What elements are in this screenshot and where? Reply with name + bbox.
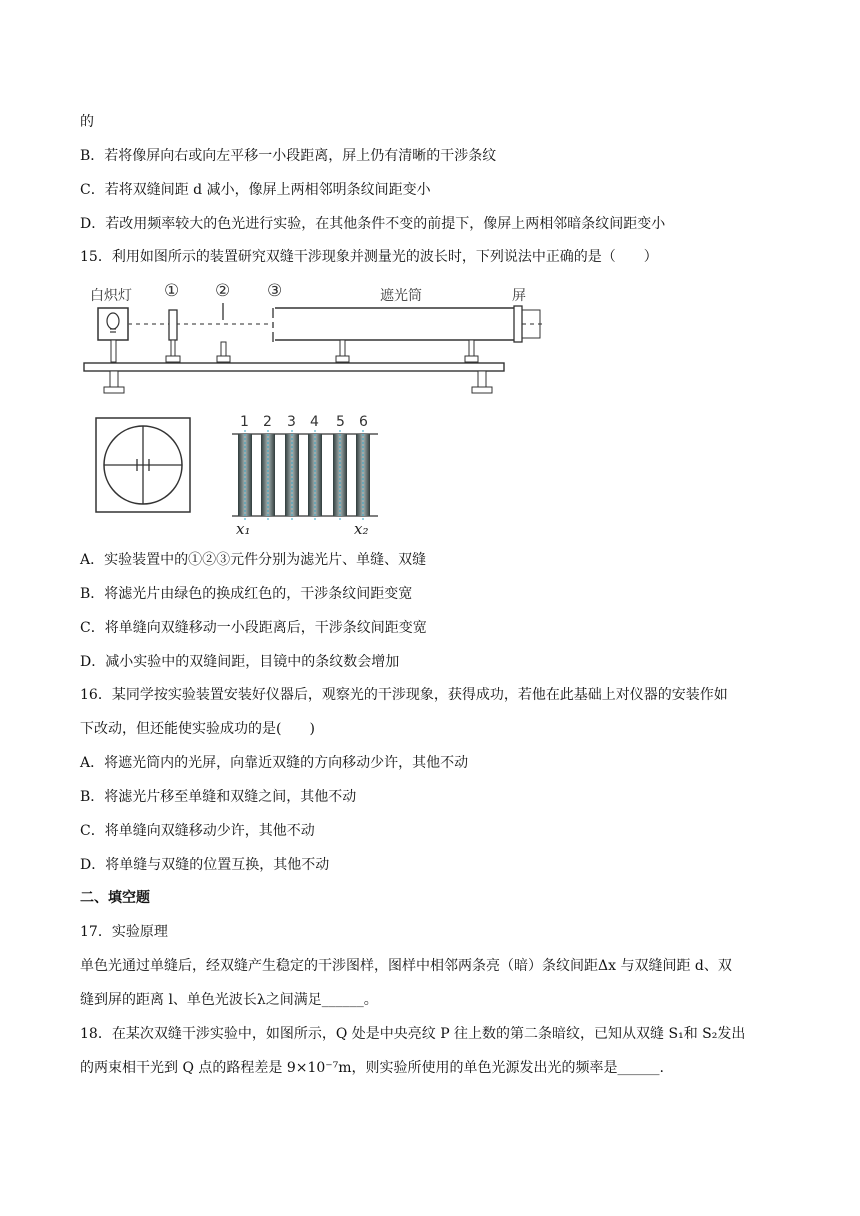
fringe-pattern-figure — [228, 410, 384, 538]
text-line-continuation: 的 — [80, 114, 94, 130]
question-17-stem: 17．实验原理 — [80, 924, 168, 940]
option-14-d: D．若改用频率较大的色光进行实验，在其他条件不变的前提下，像屏上两相邻暗条纹间距变小 — [80, 216, 666, 232]
element-label-2: ② — [215, 281, 231, 301]
fringe-number-2: 2 — [263, 414, 272, 430]
filter-element — [169, 310, 177, 340]
optical-rail — [84, 363, 504, 371]
question-18-body-1: 18．在某次双缝干涉实验中，如图所示，Q 处是中央亮纹 P 往上数的第二条暗纹，已知从双缝 S₁和 S₂发出 — [80, 1026, 746, 1042]
option-14-c: C．若将双缝间距 d 减小，像屏上两相邻明条纹间距变小 — [80, 182, 431, 198]
option-16-b: B．将滤光片移至单缝和双缝之间，其他不动 — [80, 789, 357, 805]
fringe-number-6: 6 — [359, 414, 368, 430]
tube-label: 遮光筒 — [380, 288, 422, 304]
lamp-label: 白炽灯 — [90, 288, 132, 304]
option-16-a: A．将遮光筒内的光屏，向靠近双缝的方向移动少许，其他不动 — [80, 755, 469, 771]
fringe-number-1: 1 — [240, 414, 249, 430]
question-18-body-2: 的两束相干光到 Q 点的路程差是 9×10⁻⁷m，则实验所使用的单色光源发出光的频率是______. — [80, 1060, 665, 1076]
option-15-d: D．减小实验中的双缝间距，目镜中的条纹数会增加 — [80, 654, 400, 670]
option-16-c: C．将单缝向双缝移动少许，其他不动 — [80, 823, 315, 839]
element-label-1: ① — [164, 281, 180, 301]
option-14-b: B．若将像屏向右或向左平移一小段距离，屏上仍有清晰的干涉条纹 — [80, 148, 497, 164]
fringe-number-5: 5 — [336, 414, 345, 430]
option-15-b: B．将滤光片由绿色的换成红色的，干涉条纹间距变宽 — [80, 586, 413, 602]
eyepiece-view-figure — [95, 417, 191, 513]
element-label-3: ③ — [267, 281, 283, 301]
screen-label: 屏 — [512, 288, 526, 304]
question-16-stem-2: 下改动，但还能使实验成功的是( ) — [80, 721, 315, 737]
question-17-body-2: 缝到屏的距离 l、单色光波长λ之间满足______。 — [80, 992, 378, 1008]
x2-label: x₂ — [354, 520, 369, 538]
option-15-c: C．将单缝向双缝移动一小段距离后，干涉条纹间距变宽 — [80, 620, 427, 636]
double-slit-apparatus-figure — [82, 278, 552, 400]
fringe-number-3: 3 — [287, 414, 296, 430]
fringe-number-4: 4 — [310, 414, 319, 430]
x1-label: x₁ — [236, 520, 251, 538]
question-17-body-1: 单色光通过单缝后，经双缝产生稳定的干涉图样，图样中相邻两条亮（暗）条纹间距Δx 与双缝间距 d、双 — [80, 958, 732, 974]
option-15-a: A．实验装置中的①②③元件分别为滤光片、单缝、双缝 — [80, 552, 427, 568]
section-heading-fill-in: 二、填空题 — [80, 890, 150, 906]
option-16-d: D．将单缝与双缝的位置互换，其他不动 — [80, 857, 330, 873]
question-16-stem-1: 16．某同学按实验装置安装好仪器后，观察光的干涉现象，获得成功，若他在此基础上对仪器的安装作如 — [80, 687, 728, 703]
screen-element — [514, 306, 522, 342]
question-15-stem: 15．利用如图所示的装置研究双缝干涉现象并测量光的波长时，下列说法中正确的是（ ） — [80, 249, 658, 265]
